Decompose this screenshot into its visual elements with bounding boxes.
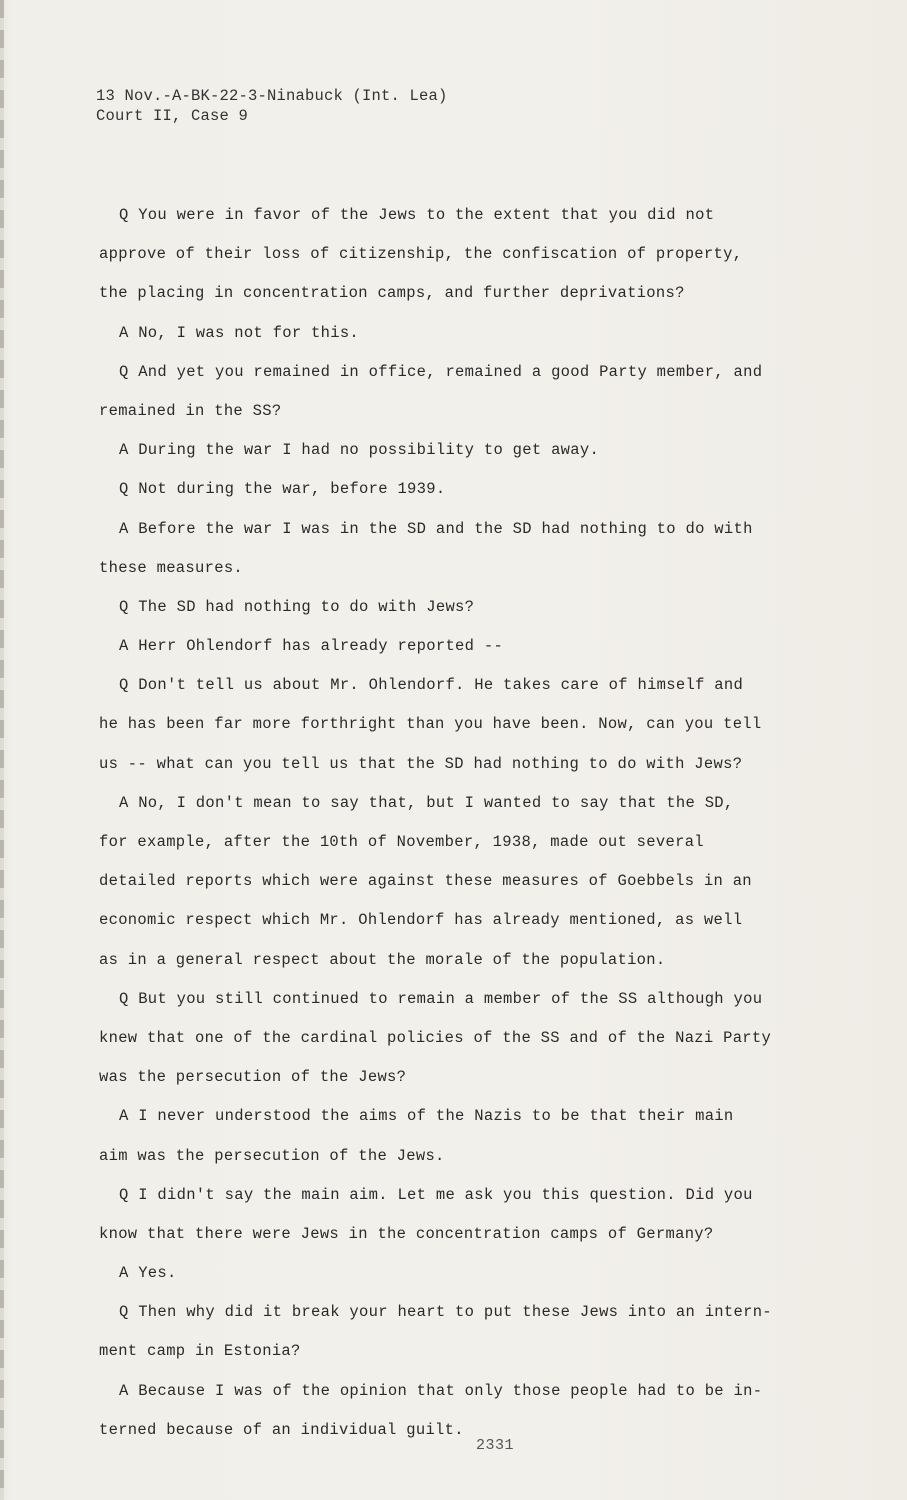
transcript-line: for example, after the 10th of November, 1938, made out several: [99, 833, 704, 851]
transcript-line: these measures.: [99, 558, 244, 577]
binding-edge: [0, 0, 4, 1500]
transcript-line: the placing in concentration camps, and further deprivations?: [99, 284, 685, 303]
transcript-line: A Herr Ohlendorf has already reported --: [119, 637, 504, 656]
transcript-line: Q I didn't say the main aim. Let me ask you this question. Did you: [119, 1185, 753, 1204]
transcript-line: A No, I don't mean to say that, but I wanted to say that the SD,: [119, 793, 734, 812]
header-court-line: Court II, Case 9: [96, 107, 249, 125]
transcript-line: A During the war I had no possibility to get away.: [119, 441, 600, 460]
transcript-body: [99, 196, 799, 1450]
transcript-line: Q Not during the war, before 1939.: [119, 480, 446, 499]
transcript-line: A Because I was of the opinion that only those people had to be in-: [119, 1381, 763, 1400]
transcript-line: A Yes.: [119, 1264, 177, 1283]
transcript-line: know that there were Jews in the concentration camps of Germany?: [99, 1224, 714, 1243]
page-number: 2331: [476, 1437, 515, 1454]
document-header: [96, 86, 448, 126]
transcript-line: he has been far more forthright than you have been. Now, can you tell: [99, 715, 762, 734]
transcript-line: A Before the war I was in the SD and the SD had nothing to do with: [119, 519, 753, 538]
header-reference-line: 13 Nov.-A-BK-22-3-Ninabuck (Int. Lea): [96, 87, 448, 105]
transcript-line: knew that one of the cardinal policies of the SS and of the Nazi Party: [99, 1028, 772, 1047]
transcript-line: terned because of an individual guilt.: [99, 1420, 464, 1439]
transcript-line: A No, I was not for this.: [119, 323, 360, 342]
transcript-line: Q Don't tell us about Mr. Ohlendorf. He takes care of himself and: [119, 676, 744, 695]
transcript-line: remained in the SS?: [99, 401, 282, 420]
transcript-line: Q And yet you remained in office, remained a good Party member, and: [119, 362, 763, 381]
transcript-line: ment camp in Estonia?: [99, 1342, 301, 1361]
transcript-line: Q Then why did it break your heart to put these Jews into an intern-: [119, 1303, 772, 1322]
transcript-line: as in a general respect about the morale of the population.: [99, 950, 666, 969]
transcript-line: was the persecution of the Jews?: [99, 1068, 407, 1087]
transcript-line: aim was the persecution of the Jews.: [99, 1146, 445, 1165]
transcript-line: Q But you still continued to remain a member of the SS although you: [119, 989, 763, 1008]
transcript-line: us -- what can you tell us that the SD had nothing to do with Jews?: [99, 754, 743, 773]
transcript-line: A I never understood the aims of the Nazis to be that their main: [119, 1107, 734, 1126]
transcript-line: approve of their loss of citizenship, the confiscation of property,: [99, 245, 743, 264]
transcript-line: Q The SD had nothing to do with Jews?: [119, 597, 475, 616]
transcript-line: Q You were in favor of the Jews to the extent that you did not: [119, 206, 715, 224]
transcript-line: economic respect which Mr. Ohlendorf has already mentioned, as well: [99, 911, 743, 930]
transcript-line: detailed reports which were against these measures of Goebbels in an: [99, 872, 752, 891]
